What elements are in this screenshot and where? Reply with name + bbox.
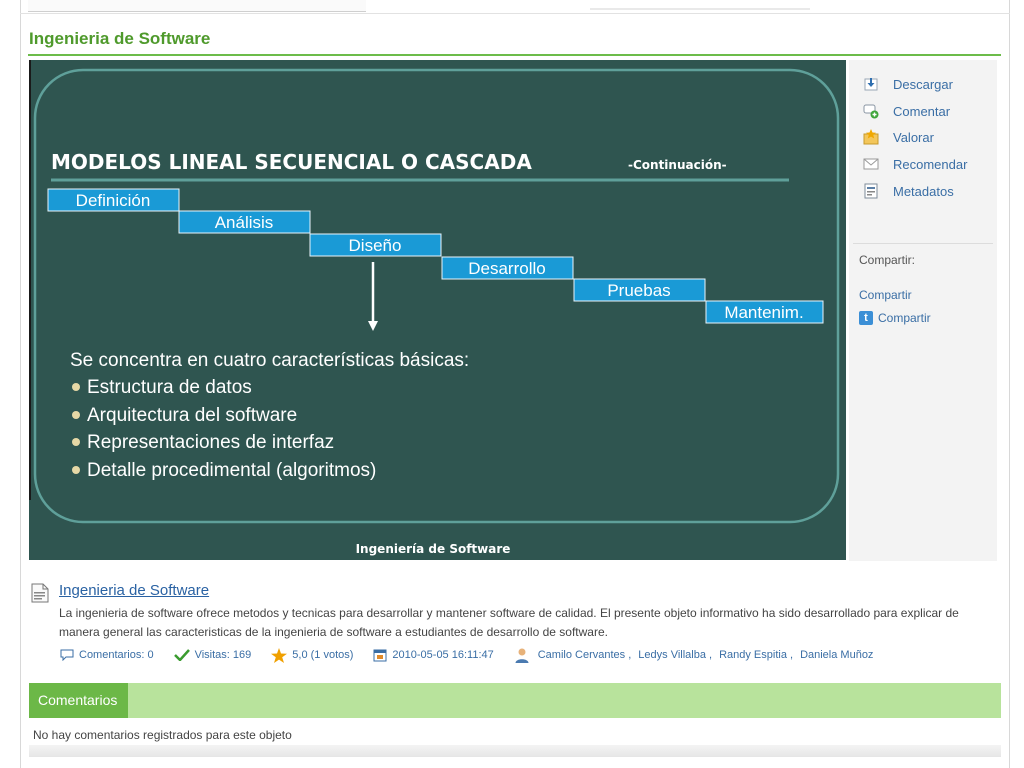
slide-bullet: Arquitectura del software	[87, 405, 298, 426]
authors-list	[514, 647, 881, 663]
speech-bubble-icon	[60, 649, 74, 661]
bullet-icon	[72, 466, 80, 474]
download-icon	[863, 76, 879, 92]
comment-add-icon	[863, 103, 879, 119]
author-link[interactable]: Ledys Villalba ,	[638, 649, 713, 661]
panel-divider	[853, 243, 993, 244]
publish-date-label: 2010-05-05 16:11:47	[392, 649, 494, 661]
twitter-share-button[interactable]	[859, 311, 931, 325]
comments-header-bar	[29, 683, 1001, 718]
visits-count-label: Visitas: 169	[194, 649, 252, 661]
actions-panel	[849, 60, 997, 561]
step-label: Análisis	[214, 213, 274, 232]
publish-date	[373, 648, 493, 662]
share-label: Compartir:	[859, 253, 916, 267]
page-title: Ingenieria de Software	[29, 29, 211, 48]
no-comments-message: No hay comentarios registrados para este objeto	[33, 728, 292, 742]
bullet-icon	[72, 383, 80, 391]
top-navigation-strip	[28, 0, 366, 12]
metadata-label: Metadatos	[893, 183, 954, 199]
share-link[interactable]: Compartir	[859, 288, 912, 302]
slide-heading: MODELOS LINEAL SECUENCIAL O CASCADA	[51, 150, 532, 174]
document-icon	[31, 583, 49, 603]
slide-subheading: -Continuación-	[628, 158, 727, 172]
rate-folder-icon	[863, 129, 879, 145]
author-link[interactable]: Randy Espitia ,	[719, 649, 794, 661]
comments-count[interactable]	[60, 649, 154, 661]
author-link[interactable]: Daniela Muñoz	[800, 649, 874, 661]
comments-tab[interactable]: Comentarios	[29, 683, 128, 718]
comment-label: Comentar	[893, 103, 951, 119]
recommend-button[interactable]	[863, 156, 967, 172]
slide-bullet: Detalle procedimental (algoritmos)	[87, 460, 377, 481]
metadata-icon	[863, 183, 879, 199]
viewer-edge	[29, 60, 31, 500]
step-label: Definición	[75, 191, 151, 210]
bullet-icon	[72, 438, 80, 446]
rating-value[interactable]	[271, 648, 353, 663]
star-icon	[271, 648, 287, 663]
step-label: Desarrollo	[468, 259, 546, 278]
object-description: La ingenieria de software ofrece metodos y tecnicas para desarrollar y mantener software de calidad. El presente objeto informativo ha sido desarrollado para explicar de manera general las caracteristicas de la ingenieria de software a estudiantes de desarrollo de software.	[59, 606, 959, 639]
twitter-share-label: Compartir	[878, 311, 931, 325]
bullet-icon	[72, 411, 80, 419]
step-label: Mantenim.	[724, 303, 804, 322]
slide-bullet: Estructura de datos	[87, 377, 252, 398]
top-divider	[20, 13, 1010, 14]
bottom-divider	[29, 745, 1001, 757]
checkmark-icon	[174, 649, 190, 661]
slide-bullet: Representaciones de interfaz	[87, 432, 335, 453]
download-label: Descargar	[893, 76, 953, 92]
user-icon	[514, 647, 530, 663]
rating-label: 5,0 (1 votos)	[292, 649, 354, 661]
download-button[interactable]	[863, 76, 953, 92]
slide-footer: Ingeniería de Software	[355, 542, 511, 556]
recommend-label: Recomendar	[893, 156, 968, 172]
top-search-strip	[590, 8, 810, 10]
step-label: Pruebas	[607, 281, 671, 300]
title-divider	[28, 54, 1001, 56]
step-label: Diseño	[348, 236, 402, 255]
twitter-icon: t	[859, 311, 873, 325]
comment-button[interactable]	[863, 103, 950, 119]
slide-intro: Se concentra en cuatro características básicas:	[70, 350, 470, 371]
author-link[interactable]: Camilo Cervantes ,	[537, 649, 632, 661]
object-meta-row	[60, 647, 880, 663]
rate-button[interactable]	[863, 129, 934, 145]
envelope-icon	[863, 156, 879, 172]
rate-label: Valorar	[893, 129, 934, 145]
metadata-button[interactable]	[863, 183, 954, 199]
comments-count-label: Comentarios: 0	[79, 649, 154, 661]
slide-viewer[interactable]	[29, 60, 846, 560]
visits-count	[174, 649, 252, 661]
calendar-icon	[373, 648, 387, 662]
slide-canvas	[29, 60, 846, 560]
object-title-link[interactable]: Ingenieria de Software	[59, 582, 210, 599]
